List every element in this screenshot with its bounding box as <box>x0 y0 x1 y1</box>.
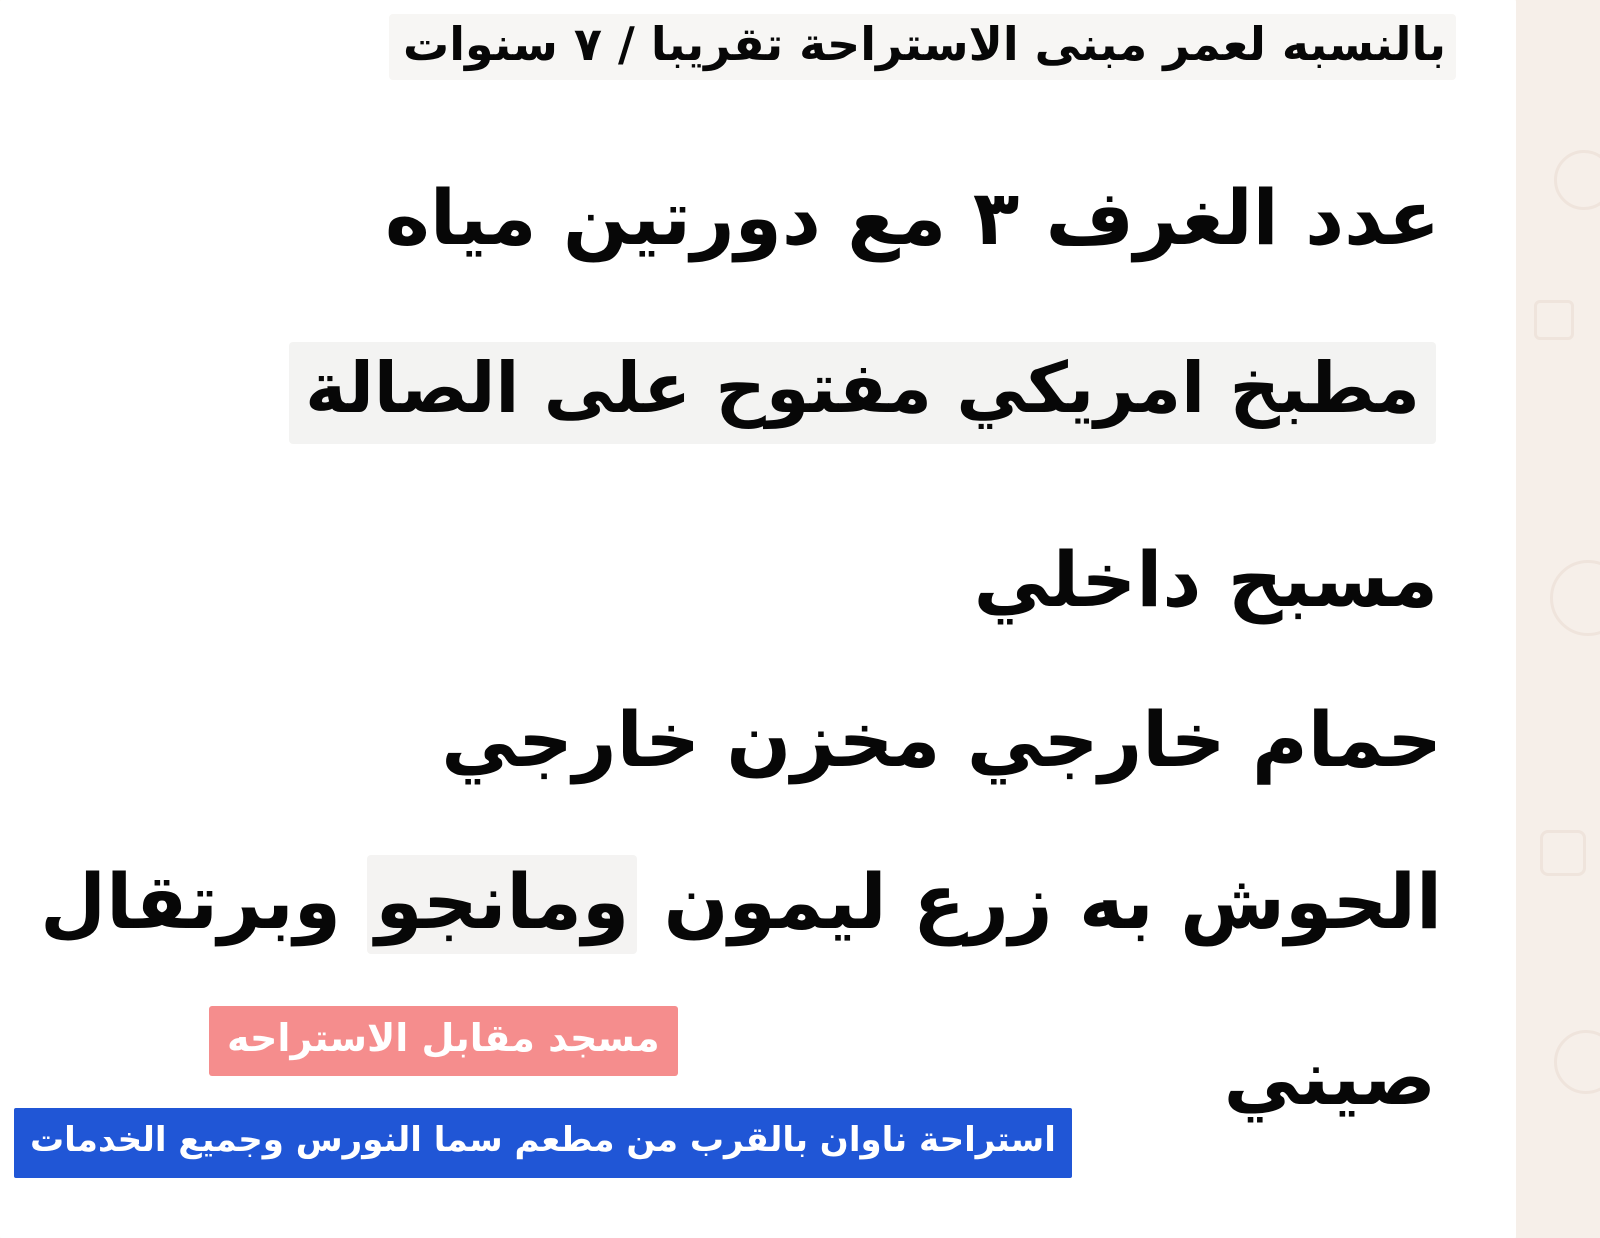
message-line-kitchen: مطبخ امريكي مفتوح على الصالة <box>289 342 1436 444</box>
yard-text-before: الحوش به زرع ليمون <box>637 857 1442 946</box>
message-line-rooms-count: عدد الغرف ٣ مع دورتين مياه <box>385 173 1440 262</box>
message-line-chinese: صيني <box>1223 1033 1436 1122</box>
message-line-yard-plants <box>40 857 1442 946</box>
wallpaper-doodle <box>1534 300 1574 340</box>
yard-text-after: وبرتقال <box>40 857 368 946</box>
rest-house-banner-label: استراحة ناوان بالقرب من مطعم سما النورس وجميع الخدمات <box>14 1108 1072 1178</box>
message-line-outdoor-bathroom-storage: حمام خارجي مخزن خارجي <box>441 695 1442 784</box>
wallpaper-doodle <box>1554 150 1600 210</box>
mosque-annotation-label: مسجد مقابل الاستراحه <box>209 1006 678 1076</box>
yard-text-highlighted: ومانجو <box>367 855 637 954</box>
message-line-indoor-pool: مسبح داخلي <box>973 535 1438 624</box>
wallpaper-doodle <box>1550 560 1600 636</box>
wallpaper-doodle <box>1540 830 1586 876</box>
chat-wallpaper-pattern <box>1516 0 1600 1238</box>
wallpaper-doodle <box>1554 1030 1600 1094</box>
message-line-property-age: بالنسبه لعمر مبنى الاستراحة تقريبا / ٧ سنوات <box>389 14 1456 80</box>
